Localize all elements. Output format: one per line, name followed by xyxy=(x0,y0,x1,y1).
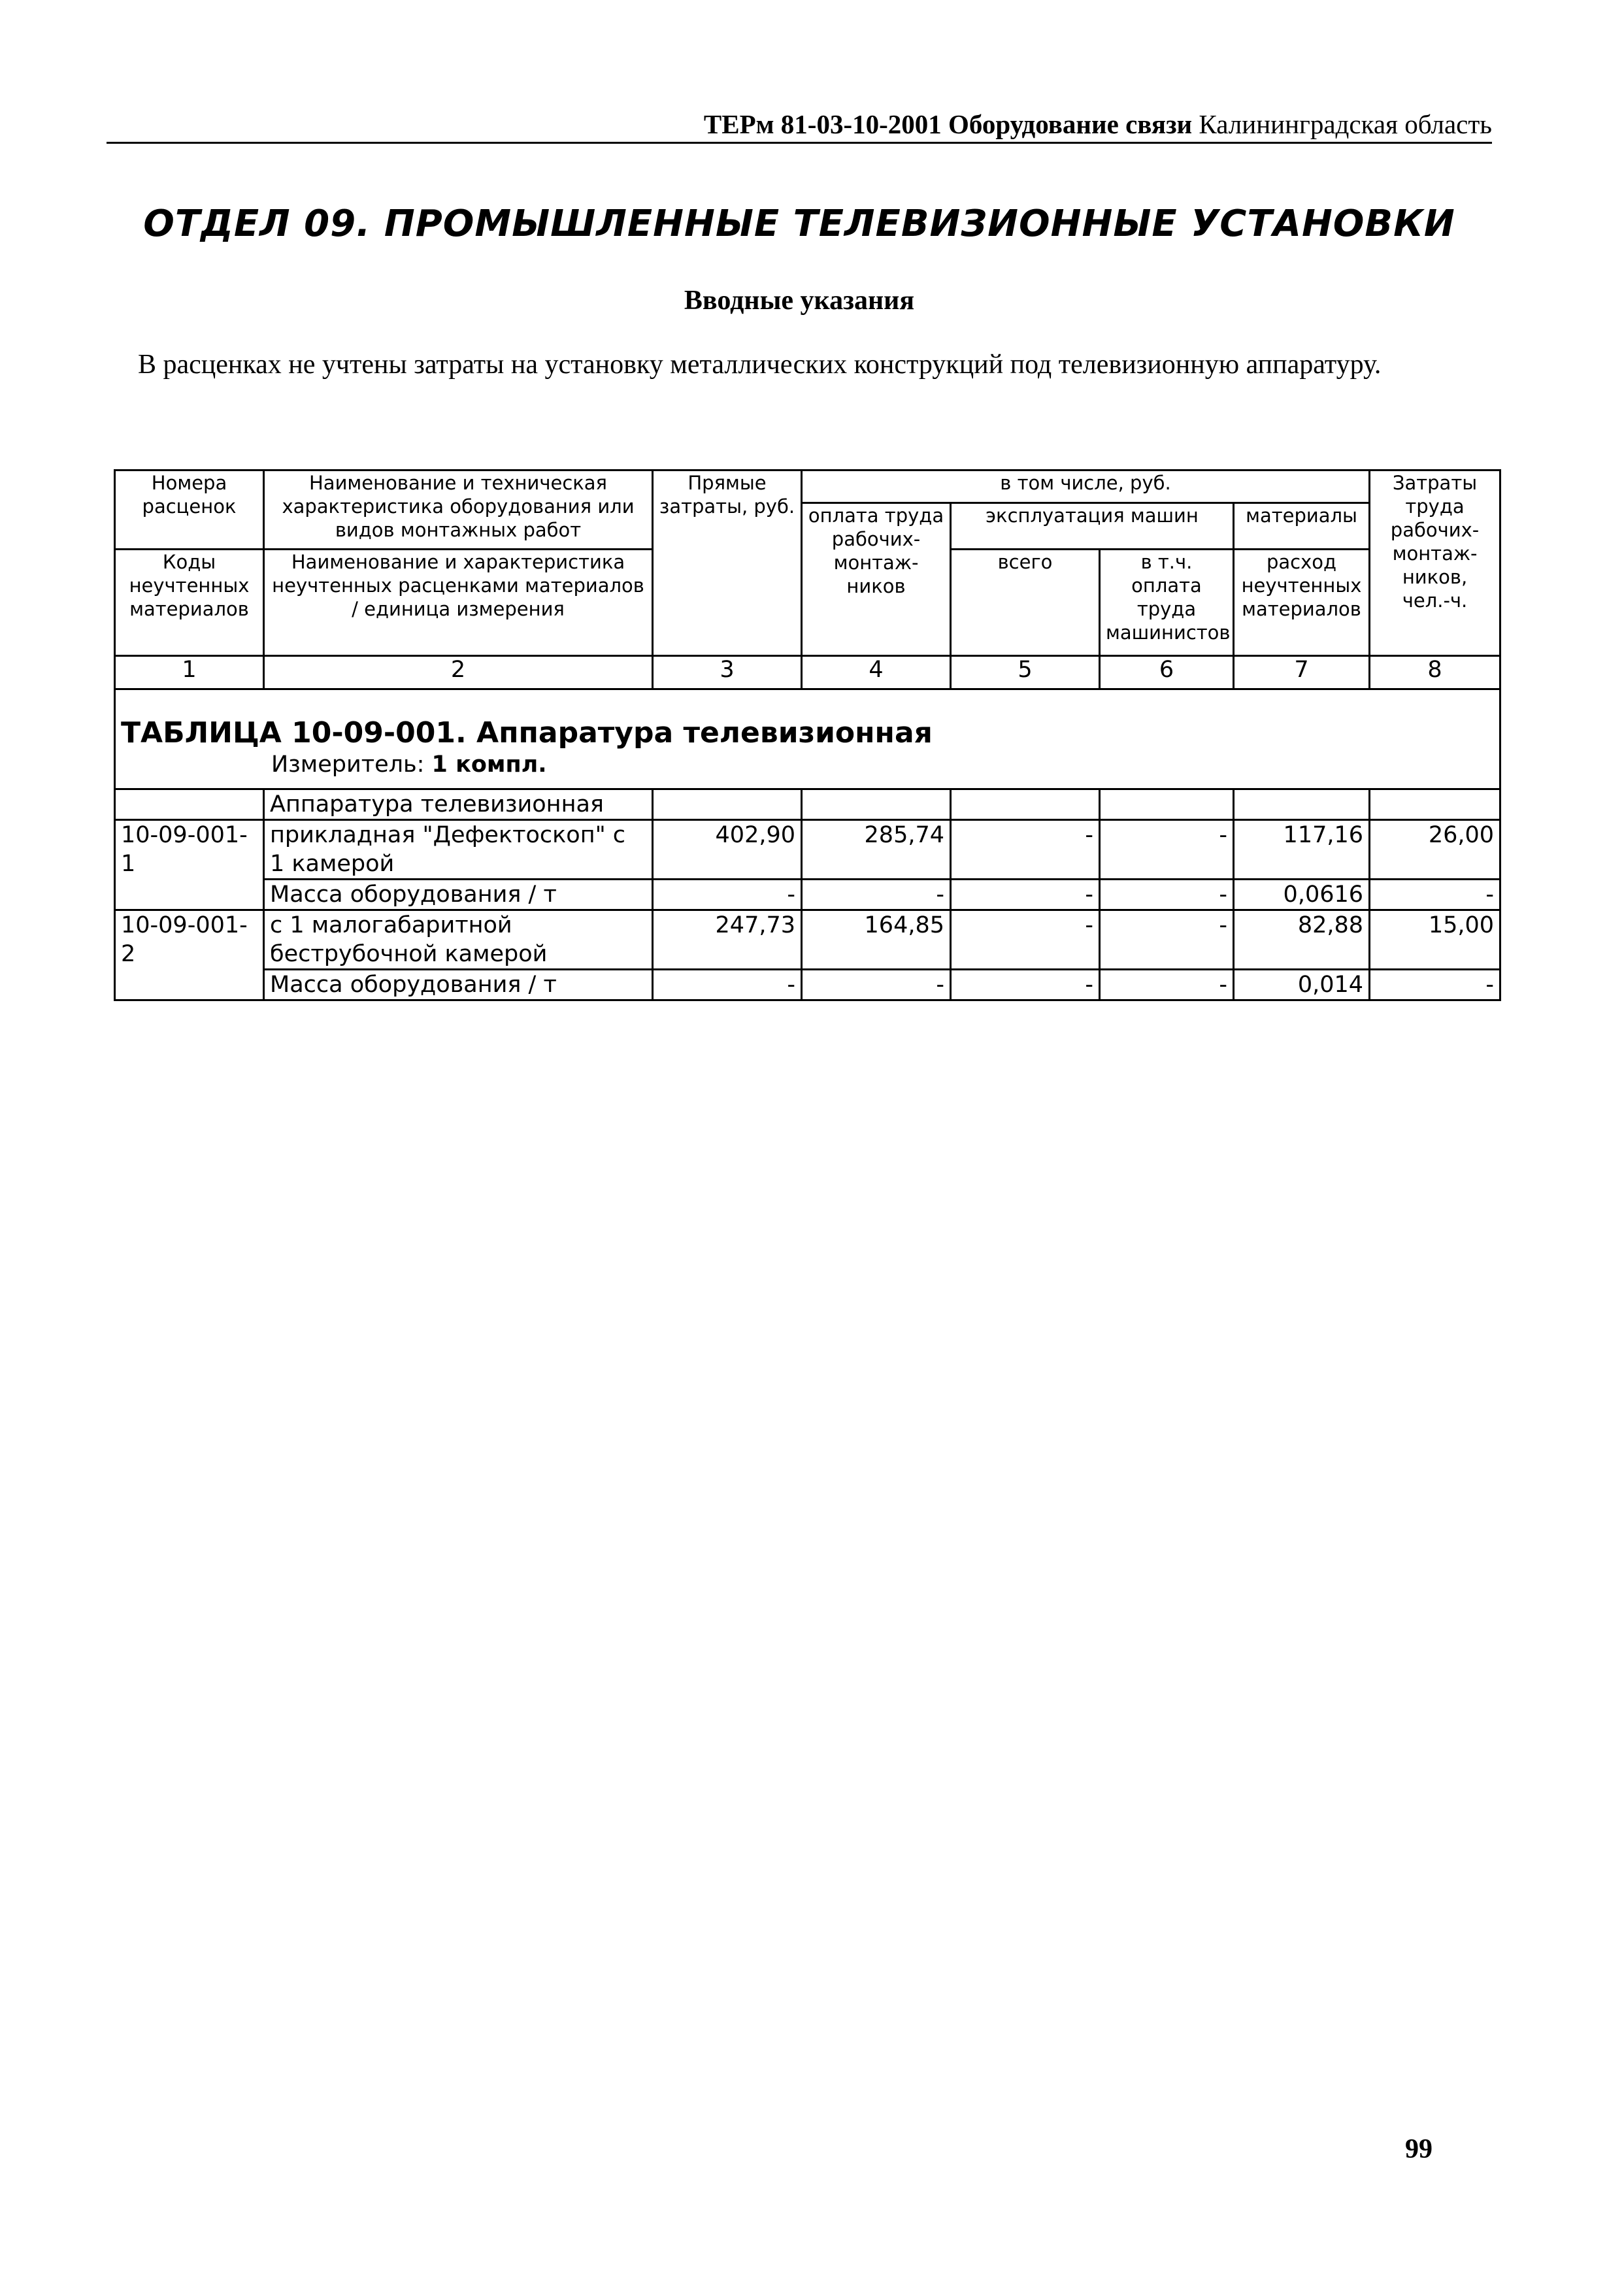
sub-labor: - xyxy=(802,970,951,1000)
sub-machinist-pay: - xyxy=(1100,880,1234,910)
intro-heading: Вводные указания xyxy=(684,286,915,316)
measure-line xyxy=(121,750,1494,779)
header-direct-costs: Прямые затраты, руб. xyxy=(653,470,802,656)
column-number: 6 xyxy=(1100,656,1234,689)
header-labor-hours: Затраты труда рабочих-монтаж-ников, чел.-ч. xyxy=(1370,470,1500,656)
measure-label: Измеритель: xyxy=(271,751,425,778)
labor-hours: 15,00 xyxy=(1370,910,1500,970)
section-title: ОТДЕЛ 09. ПРОМЫШЛЕННЫЕ ТЕЛЕВИЗИОННЫЕ УСТАНОВКИ xyxy=(143,203,1455,245)
table-subrow xyxy=(115,970,1500,1000)
header-machinist-pay: в т.ч. оплата труда машинистов xyxy=(1100,550,1234,656)
direct-costs: 247,73 xyxy=(653,910,802,970)
rate-name: прикладная "Дефектоскоп" с 1 камерой xyxy=(264,820,653,880)
sub-materials: 0,014 xyxy=(1234,970,1370,1000)
column-number: 3 xyxy=(653,656,802,689)
machines-total: - xyxy=(951,820,1100,880)
sub-labor-hours: - xyxy=(1370,970,1500,1000)
sub-machines-total: - xyxy=(951,970,1100,1000)
sub-machinist-pay: - xyxy=(1100,970,1234,1000)
running-header xyxy=(107,108,1492,144)
header-machines: эксплуатация машин xyxy=(951,503,1234,550)
column-number: 5 xyxy=(951,656,1100,689)
header-material-codes: Коды неучтенных материалов xyxy=(115,550,264,656)
intro-text: В расценках не учтены затраты на установку металлических конструкций под телевизионную аппаратуру. xyxy=(138,350,1382,380)
header-machines-total: всего xyxy=(951,550,1100,656)
header-including: в том числе, руб. xyxy=(802,470,1370,503)
labor-hours: 26,00 xyxy=(1370,820,1500,880)
measure-value: 1 компл. xyxy=(431,751,547,778)
region-name: Калининградская область xyxy=(1199,109,1492,139)
sub-materials: 0,0616 xyxy=(1234,880,1370,910)
materials: 82,88 xyxy=(1234,910,1370,970)
header-work-name: Наименование и техническая характеристика оборудования или видов монтажных работ xyxy=(264,470,653,550)
page-number: 99 xyxy=(1405,2134,1433,2164)
column-number: 4 xyxy=(802,656,951,689)
column-number: 2 xyxy=(264,656,653,689)
column-number: 7 xyxy=(1234,656,1370,689)
labor-pay: 285,74 xyxy=(802,820,951,880)
sub-labor: - xyxy=(802,880,951,910)
machinist-pay: - xyxy=(1100,910,1234,970)
sub-labor-hours: - xyxy=(1370,880,1500,910)
table-title: ТАБЛИЦА 10-09-001. Аппаратура телевизионная xyxy=(121,716,933,750)
header-materials: материалы xyxy=(1234,503,1370,550)
rate-code: 10-09-001-1 xyxy=(115,820,264,910)
sub-name: Масса оборудования / т xyxy=(264,970,653,1000)
labor-pay: 164,85 xyxy=(802,910,951,970)
header-labor-pay: оплата труда рабочих-монтаж-ников xyxy=(802,503,951,656)
header-rate-numbers: Номера расценок xyxy=(115,470,264,550)
materials: 117,16 xyxy=(1234,820,1370,880)
table-row xyxy=(115,820,1500,880)
table-title-row xyxy=(115,689,1500,789)
direct-costs: 402,90 xyxy=(653,820,802,880)
rate-code: 10-09-001-2 xyxy=(115,910,264,1000)
group-row xyxy=(115,789,1500,820)
header-material-consumption: расход неучтенных материалов xyxy=(1234,550,1370,656)
sub-direct: - xyxy=(653,970,802,1000)
header-material-names: Наименование и характеристика неучтенных расценками материалов / единица измерения xyxy=(264,550,653,656)
rates-table xyxy=(114,469,1501,1001)
machinist-pay: - xyxy=(1100,820,1234,880)
column-number: 1 xyxy=(115,656,264,689)
table-subrow xyxy=(115,880,1500,910)
group-label: Аппаратура телевизионная xyxy=(264,789,653,820)
sub-direct: - xyxy=(653,880,802,910)
column-numbers-row xyxy=(115,656,1500,689)
sub-machines-total: - xyxy=(951,880,1100,910)
table-row xyxy=(115,910,1500,970)
document-code: ТЕРм 81-03-10-2001 Оборудование связи xyxy=(703,109,1193,139)
column-number: 8 xyxy=(1370,656,1500,689)
machines-total: - xyxy=(951,910,1100,970)
rate-name: с 1 малогабаритной беструбочной камерой xyxy=(264,910,653,970)
sub-name: Масса оборудования / т xyxy=(264,880,653,910)
